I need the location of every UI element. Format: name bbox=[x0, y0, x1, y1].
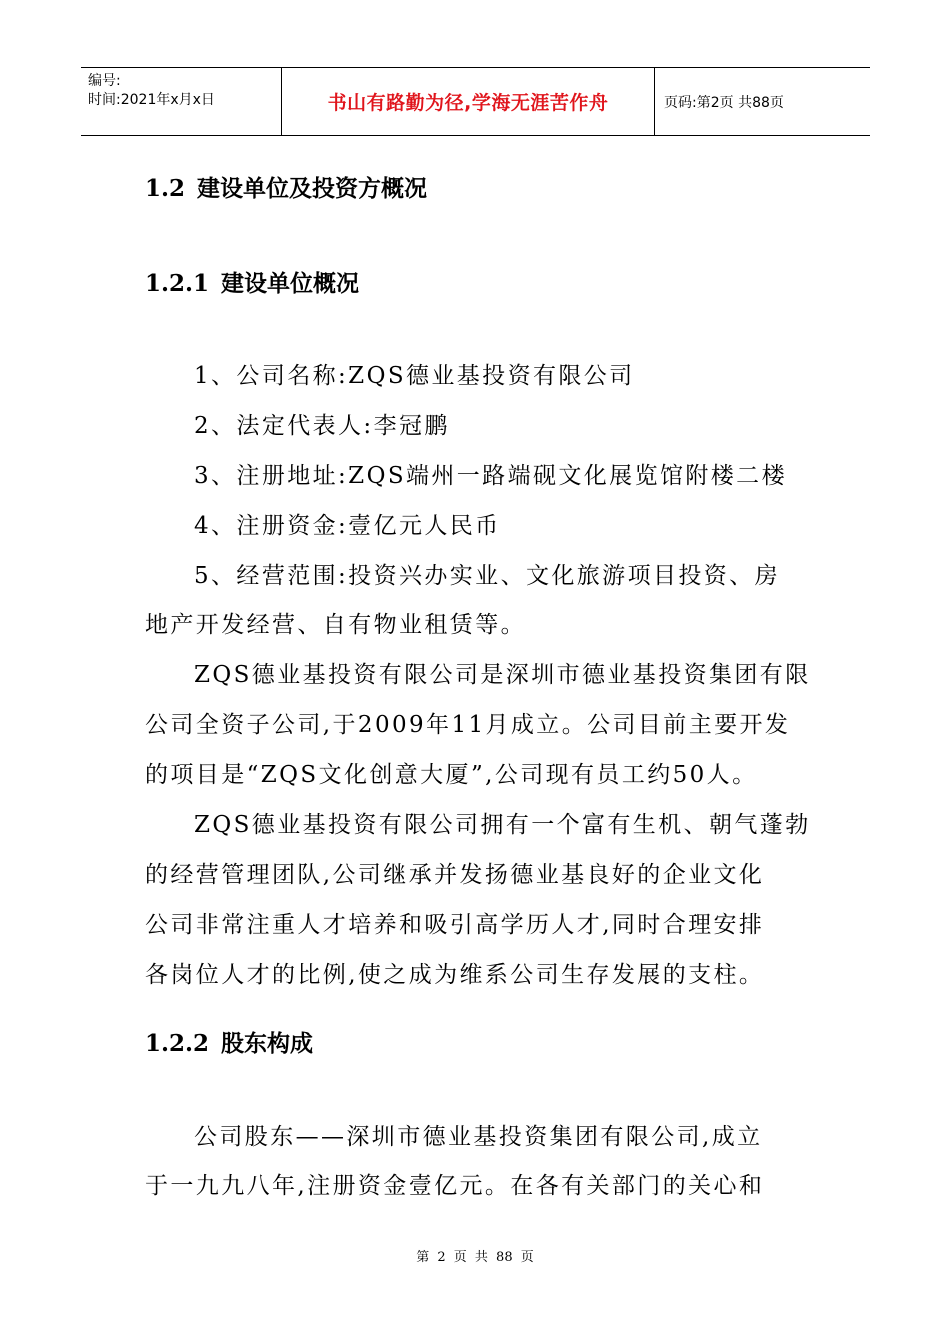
paragraph-line: 公司全资子公司,于2009年11月成立。公司目前主要开发 bbox=[145, 712, 791, 738]
subsection-title: 股东构成 bbox=[221, 1030, 314, 1057]
paragraph-line: 各岗位人才的比例,使之成为维系公司生存发展的支柱。 bbox=[145, 962, 765, 988]
section-heading bbox=[145, 170, 427, 203]
subsection-heading-1 bbox=[145, 265, 359, 298]
subsection-number: 1.2.2 bbox=[145, 1030, 210, 1057]
shareholder-line: 于一九九八年,注册资金壹亿元。在各有关部门的关心和 bbox=[145, 1173, 765, 1199]
shareholder-line: 公司股东——深圳市德业基投资集团有限公司,成立 bbox=[194, 1124, 763, 1150]
scope-line: 5、经营范围:投资兴办实业、文化旅游项目投资、房 bbox=[194, 563, 780, 589]
header-motto: 书山有路勤为径,学海无涯苦作舟 bbox=[282, 68, 655, 135]
section-title: 建设单位及投资方概况 bbox=[197, 175, 428, 202]
subsection-number: 1.2.1 bbox=[145, 270, 210, 297]
page-footer: 第 2 页 共 88 页 bbox=[416, 1250, 534, 1265]
paragraph-line: ZQS德业基投资有限公司拥有一个富有生机、朝气蓬勃 bbox=[194, 812, 811, 838]
address-line: 3、注册地址:ZQS端州一路端砚文化展览馆附楼二楼 bbox=[194, 463, 787, 489]
header-meta bbox=[81, 68, 282, 135]
capital-line: 4、注册资金:壹亿元人民币 bbox=[194, 513, 501, 539]
header-page-info: 页码:第2页 共88页 bbox=[664, 94, 784, 111]
time-label: 时间:2021年x月x日 bbox=[88, 92, 215, 108]
page-header bbox=[81, 67, 870, 136]
scope-line-cont: 地产开发经营、自有物业租赁等。 bbox=[145, 612, 526, 638]
company-name-line: 1、公司名称:ZQS德业基投资有限公司 bbox=[194, 363, 635, 389]
serial-label: 编号: bbox=[88, 73, 121, 89]
paragraph-line: 的项目是“ZQS文化创意大厦”,公司现有员工约50人。 bbox=[145, 762, 758, 788]
paragraph-line: 公司非常注重人才培养和吸引高学历人才,同时合理安排 bbox=[145, 912, 765, 938]
paragraph-line: ZQS德业基投资有限公司是深圳市德业基投资集团有限 bbox=[194, 662, 811, 688]
subsection-heading-2 bbox=[145, 1025, 313, 1058]
legal-rep-line: 2、法定代表人:李冠鹏 bbox=[194, 413, 450, 439]
subsection-title: 建设单位概况 bbox=[221, 270, 360, 297]
paragraph-line: 的经营管理团队,公司继承并发扬德业基良好的企业文化 bbox=[145, 862, 765, 888]
section-number: 1.2 bbox=[145, 175, 186, 202]
